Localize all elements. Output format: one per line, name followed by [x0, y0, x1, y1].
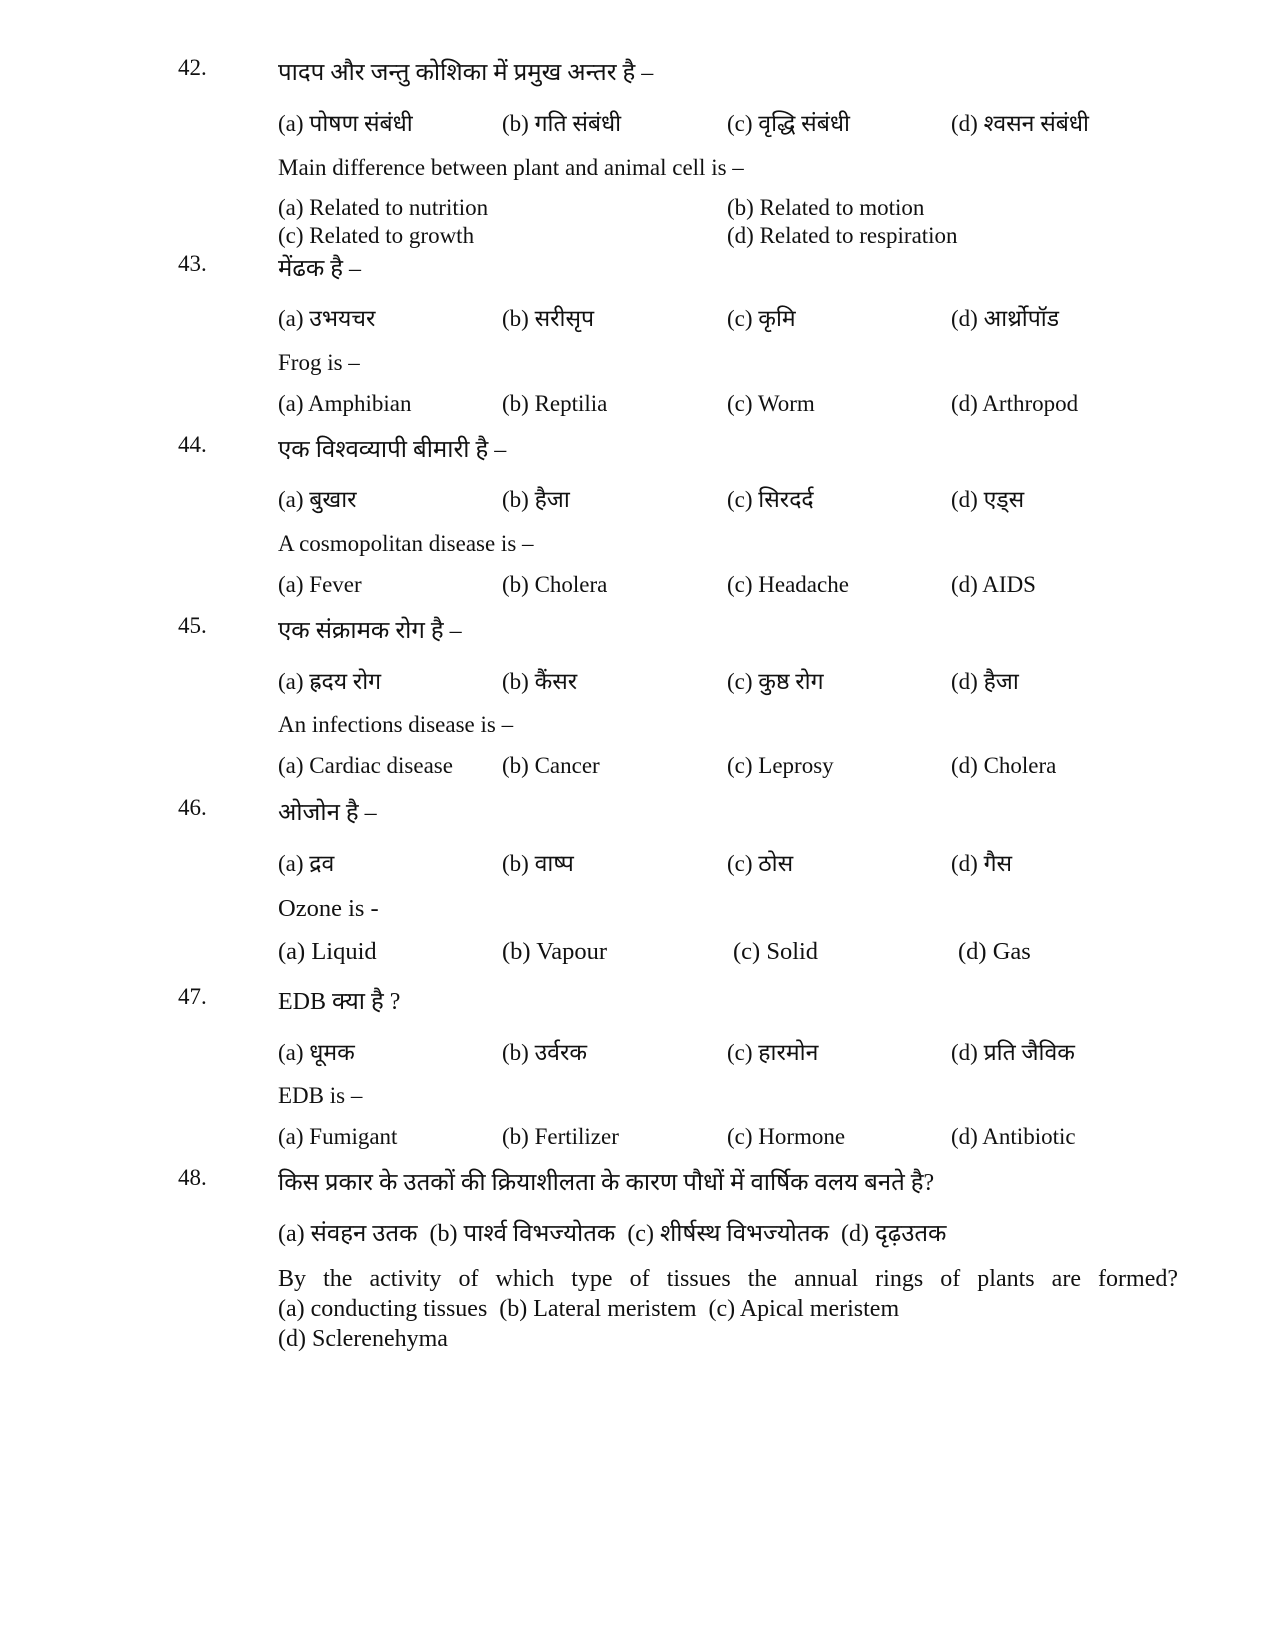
question-hindi: एक संक्रामक रोग है – — [278, 618, 462, 644]
option-hindi-a: (a) पोषण संबंधी — [278, 111, 413, 136]
option-english-a: (a) Fever — [278, 572, 362, 597]
option-english-c: (c) Solid — [733, 938, 819, 965]
question-english: By the activity of which type of tissues the annual rings of plants are formed? — [278, 1266, 1178, 1292]
options-hindi-line: (a) संवहन उतक (b) पार्श्व विभज्योतक (c) शीर्षस्थ विभज्योतक (d) दृढ़उतक — [278, 1221, 947, 1247]
option-hindi-a: (a) उभयचर — [278, 306, 376, 331]
option-english-d: (d) Gas — [958, 938, 1031, 965]
option-hindi-b: (b) उर्वरक — [502, 1040, 588, 1065]
option-english-d: (d) Related to respiration — [727, 223, 958, 248]
option-english-b: (b) Fertilizer — [502, 1124, 619, 1149]
question-number: 44. — [178, 432, 207, 457]
option-hindi-d: (d) श्वसन संबंधी — [951, 111, 1089, 136]
question-english: An infections disease is – — [278, 712, 514, 737]
option-hindi-c: (c) ठोस — [727, 851, 794, 876]
option-english-b: (b) Reptilia — [502, 391, 608, 416]
option-hindi-b: (b) हैजा — [502, 487, 570, 512]
option-english-d: (d) Sclerenehyma — [278, 1326, 448, 1352]
option-hindi-a: (a) धूमक — [278, 1040, 355, 1065]
option-english-c: (c) Hormone — [727, 1124, 846, 1149]
option-english-a: (a) Related to nutrition — [278, 195, 489, 220]
option-hindi-b: (b) कैंसर — [502, 669, 578, 694]
question-english: Frog is – — [278, 350, 360, 375]
option-english-b: (b) Cancer — [502, 753, 600, 778]
question-hindi: किस प्रकार के उतकों की क्रियाशीलता के कारण पौधों में वार्षिक वलय बनते है? — [278, 1170, 935, 1196]
question-english: Main difference between plant and animal cell is – — [278, 155, 744, 180]
question-number: 48. — [178, 1165, 207, 1190]
question-hindi: एक विश्वव्यापी बीमारी है – — [278, 437, 507, 463]
question-number: 42. — [178, 55, 207, 80]
option-english-a: (a) Amphibian — [278, 391, 412, 416]
option-english-a: (a) Cardiac disease — [278, 753, 453, 778]
option-hindi-b: (b) सरीसृप — [502, 306, 595, 331]
question-english: A cosmopolitan disease is – — [278, 531, 534, 556]
option-hindi-c: (c) हारमोन — [727, 1040, 819, 1065]
question-hindi: EDB क्या है ? — [278, 989, 401, 1015]
option-english-a: (a) Fumigant — [278, 1124, 398, 1149]
option-hindi-d: (d) गैस — [951, 851, 1013, 876]
option-english-a: (a) Liquid — [278, 938, 377, 965]
question-hindi: ओजोन है – — [278, 800, 377, 826]
option-hindi-a: (a) बुखार — [278, 487, 357, 512]
option-hindi-d: (d) आर्थ्रोपॉड — [951, 306, 1060, 331]
question-number: 45. — [178, 613, 207, 638]
option-english-b: (b) Related to motion — [727, 195, 925, 220]
question-number: 47. — [178, 984, 207, 1009]
option-hindi-c: (c) कृमि — [727, 306, 796, 331]
option-english-d: (d) AIDS — [951, 572, 1036, 597]
question-english: Ozone is - — [278, 895, 379, 922]
option-hindi-c: (c) सिरदर्द — [727, 487, 814, 512]
option-hindi-c: (c) वृद्धि संबंधी — [727, 111, 850, 136]
option-hindi-d: (d) हैजा — [951, 669, 1019, 694]
options-english-line: (a) conducting tissues (b) Lateral meristem (c) Apical meristem — [278, 1296, 900, 1322]
option-hindi-d: (d) प्रति जैविक — [951, 1040, 1075, 1065]
option-hindi-a: (a) द्रव — [278, 851, 335, 876]
question-number: 43. — [178, 251, 207, 276]
option-english-d: (d) Antibiotic — [951, 1124, 1076, 1149]
question-hindi: पादप और जन्तु कोशिका में प्रमुख अन्तर है – — [278, 60, 654, 86]
question-number: 46. — [178, 795, 207, 820]
option-english-d: (d) Cholera — [951, 753, 1057, 778]
option-english-c: (c) Related to growth — [278, 223, 475, 248]
option-hindi-d: (d) एड्स — [951, 487, 1025, 512]
question-hindi: मेंढक है – — [278, 256, 362, 282]
option-english-c: (c) Leprosy — [727, 753, 834, 778]
option-hindi-c: (c) कुष्ठ रोग — [727, 669, 824, 694]
option-english-c: (c) Headache — [727, 572, 849, 597]
option-english-d: (d) Arthropod — [951, 391, 1079, 416]
option-hindi-b: (b) वाष्प — [502, 851, 574, 876]
option-hindi-a: (a) ह्रदय रोग — [278, 669, 382, 694]
option-english-c: (c) Worm — [727, 391, 815, 416]
option-english-b: (b) Vapour — [502, 938, 608, 965]
option-english-b: (b) Cholera — [502, 572, 608, 597]
question-english: EDB is – — [278, 1083, 363, 1108]
option-hindi-b: (b) गति संबंधी — [502, 111, 622, 136]
